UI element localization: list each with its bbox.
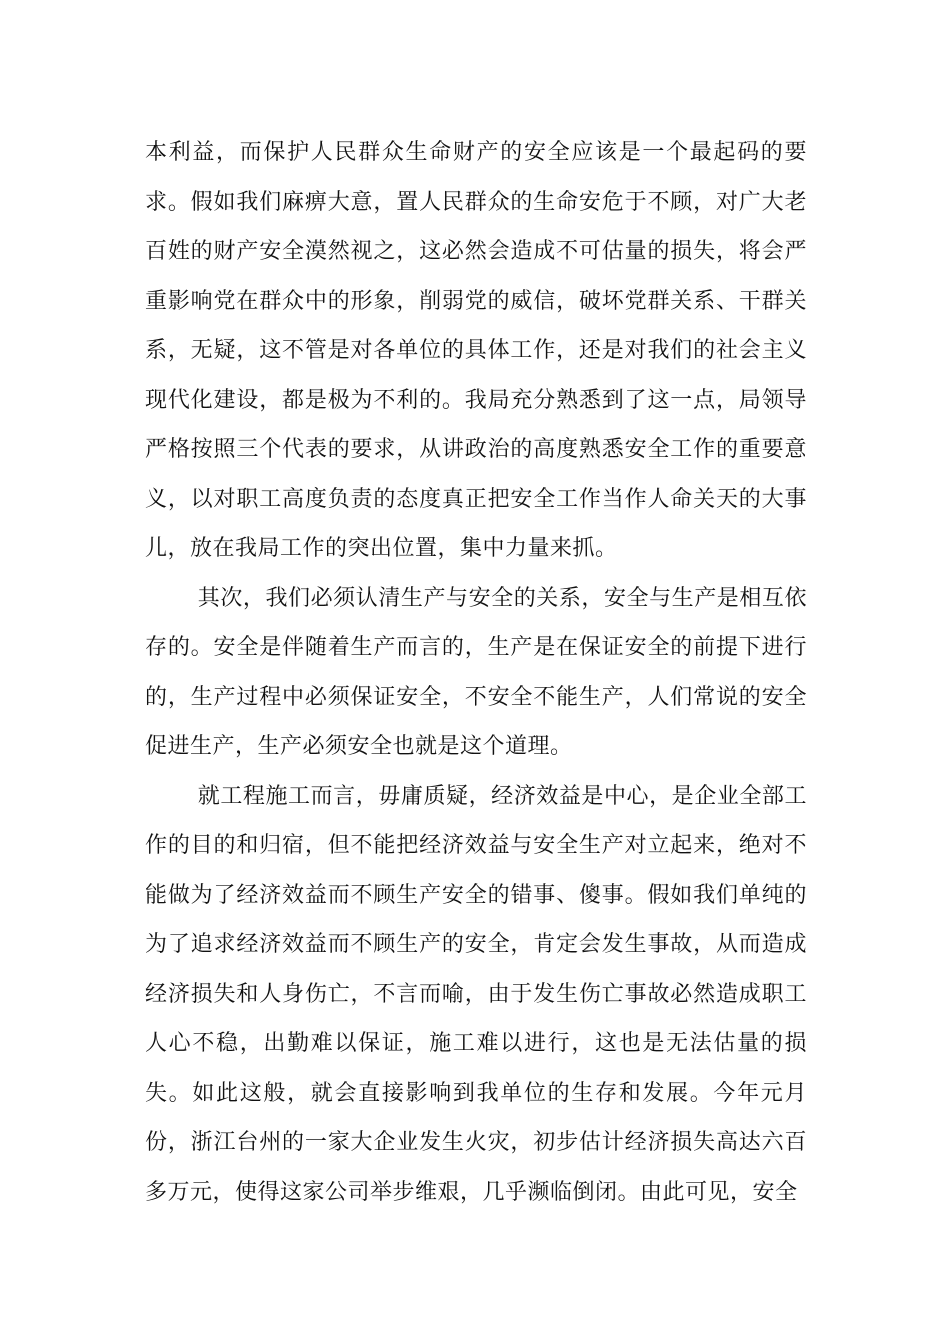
paragraph-1: 本利益，而保护人民群众生命财产的安全应该是一个最起码的要求。假如我们麻痹大意，置人民群众的生命安危于不顾，对广大老百姓的财产安全漠然视之，这必然会造成不可估量的损失，将会严重影响党在群众中的形象，削弱党的威信，破坏党群关系、干群关系，无疑，这不管是对各单位的具体工作，还是对我们的社会主义现代化建设，都是极为不利的。我局充分熟悉到了这一点，局领导严格按照三个代表的要求，从讲政治的高度熟悉安全工作的重要意义，以对职工高度负责的态度真正把安全工作当作人命关天的大事儿，放在我局工作的突出位置，集中力量来抓。 <box>145 140 807 561</box>
document-body <box>145 128 807 1217</box>
paragraph-3: 就工程施工而言，毋庸质疑，经济效益是中心，是企业全部工作的目的和归宿，但不能把经济效益与安全生产对立起来，绝对不能做为了经济效益而不顾生产安全的错事、傻事。假如我们单纯的为了追求经济效益而不顾生产的安全，肯定会发生事故，从而造成经济损失和人身伤亡，不言而喻，由于发生伤亡事故必然造成职工人心不稳，出勤难以保证，施工难以进行，这也是无法估量的损失。如此这般，就会直接影响到我单位的生存和发展。今年元月份，浙江台州的一家大企业发生火灾，初步估计经济损失高达六百多万元，使得这家公司举步维艰，几乎濒临倒闭。由此可见，安全 <box>145 783 807 1205</box>
paragraph-2: 其次，我们必须认清生产与安全的关系，安全与生产是相互依存的。安全是伴随着生产而言的，生产是在保证安全的前提下进行的，生产过程中必须保证安全，不安全不能生产，人们常说的安全促进生产，生产必须安全也就是这个道理。 <box>145 585 807 759</box>
